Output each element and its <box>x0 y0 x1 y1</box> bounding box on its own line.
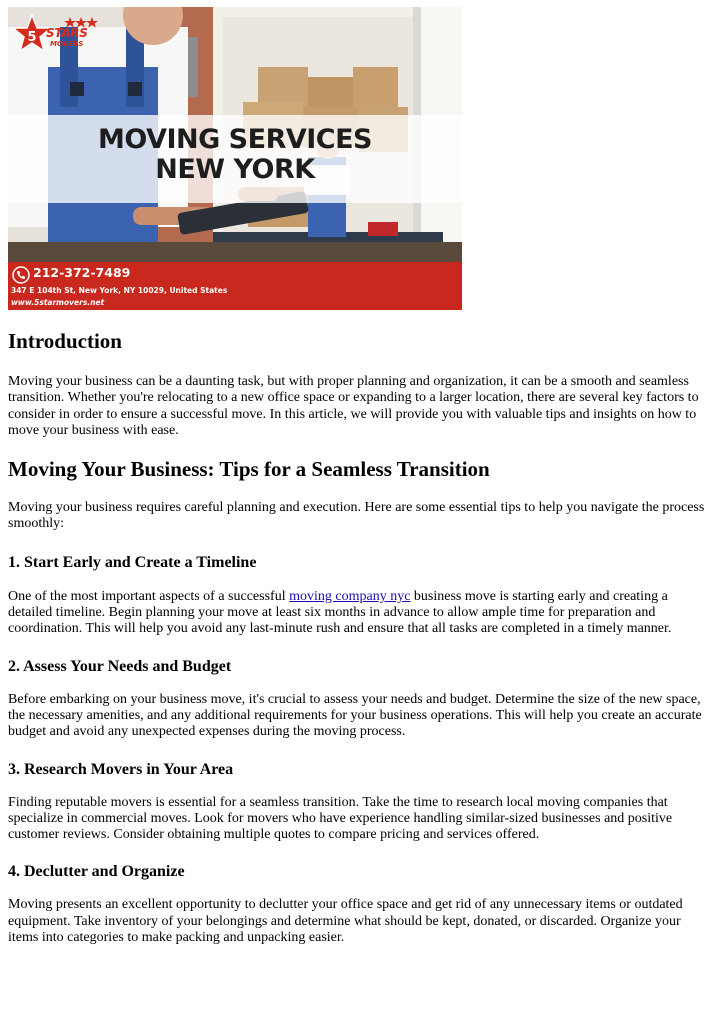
company-logo <box>10 13 106 59</box>
hero-phone-number: 212-372-7489 <box>33 265 131 280</box>
hero-address: 347 E 104th St, New York, NY 10029, United States <box>11 286 228 295</box>
step1-heading: 1. Start Early and Create a Timeline <box>8 553 257 571</box>
intro-paragraph: Moving your business can be a daunting task, but with proper planning and organization, it can be a smooth and seamless transition. Whether you're relocating to a new office space or expanding to a larger location, there are several key factors to consider in order to ensure a successful move. In this article, we will provide you with valuable tips and insights on how to move your business with ease. <box>8 374 699 438</box>
logo-brand-name: STARS <box>46 26 88 40</box>
step1-paragraph <box>8 589 712 638</box>
svg-text:5: 5 <box>27 30 37 45</box>
step1-text-after: business move is starting early and creating a detailed timeline. Begin planning your move at least six months in advance to allow ample time for preparation and coordination. This will help you avoid any last-minute rush and ensure that all tasks are completed in a timely manner. <box>8 588 672 637</box>
phone-icon <box>12 266 30 284</box>
step4-heading: 4. Declutter and Organize <box>8 863 185 881</box>
step3-heading: 3. Research Movers in Your Area <box>8 760 234 778</box>
moving-company-nyc-link[interactable]: moving company nyc <box>289 588 411 604</box>
moving-tips-heading: Moving Your Business: Tips for a Seamless Transition <box>8 457 490 482</box>
hero-website: www.5starmovers.net <box>11 298 105 307</box>
hero-title-line2: NEW YORK <box>155 154 315 185</box>
hero-title <box>8 125 462 185</box>
logo-brand-sub: MOVERS <box>50 40 84 48</box>
step1-text-before: One of the most important aspects of a successful <box>8 588 290 604</box>
step2-heading: 2. Assess Your Needs and Budget <box>8 657 232 675</box>
step3-paragraph: Finding reputable movers is essential for a seamless transition. Take the time to research local moving companies that specialize in commercial moves. Look for movers who have experience handling similar-sized businesses and positive customer reviews. Consider obtaining multiple quotes to compare pricing and services offered. <box>8 794 673 843</box>
intro-heading: Introduction <box>8 329 122 353</box>
moving-tips-paragraph: Moving your business requires careful planning and execution. Here are some essential tips to help you navigate the process smoothly: <box>8 500 705 532</box>
step4-paragraph: Moving presents an excellent opportunity to declutter your office space and get rid of any unnecessary items or outdated equipment. Take inventory of your belongings and determine what should be kept, donated, or discarded. Organize your items into categories to make packing and unpacking easier. <box>8 897 683 946</box>
hero-title-line1: MOVING SERVICES <box>97 124 373 155</box>
step2-paragraph: Before embarking on your business move, it's crucial to assess your needs and budget. Determine the size of the new space, the necessary amenities, and any additional requirements for your business operations. This will help you create an accurate budget and avoid any unexpected expenses during the moving process. <box>8 691 702 740</box>
hero-banner <box>8 7 462 310</box>
document-page <box>8 7 712 946</box>
